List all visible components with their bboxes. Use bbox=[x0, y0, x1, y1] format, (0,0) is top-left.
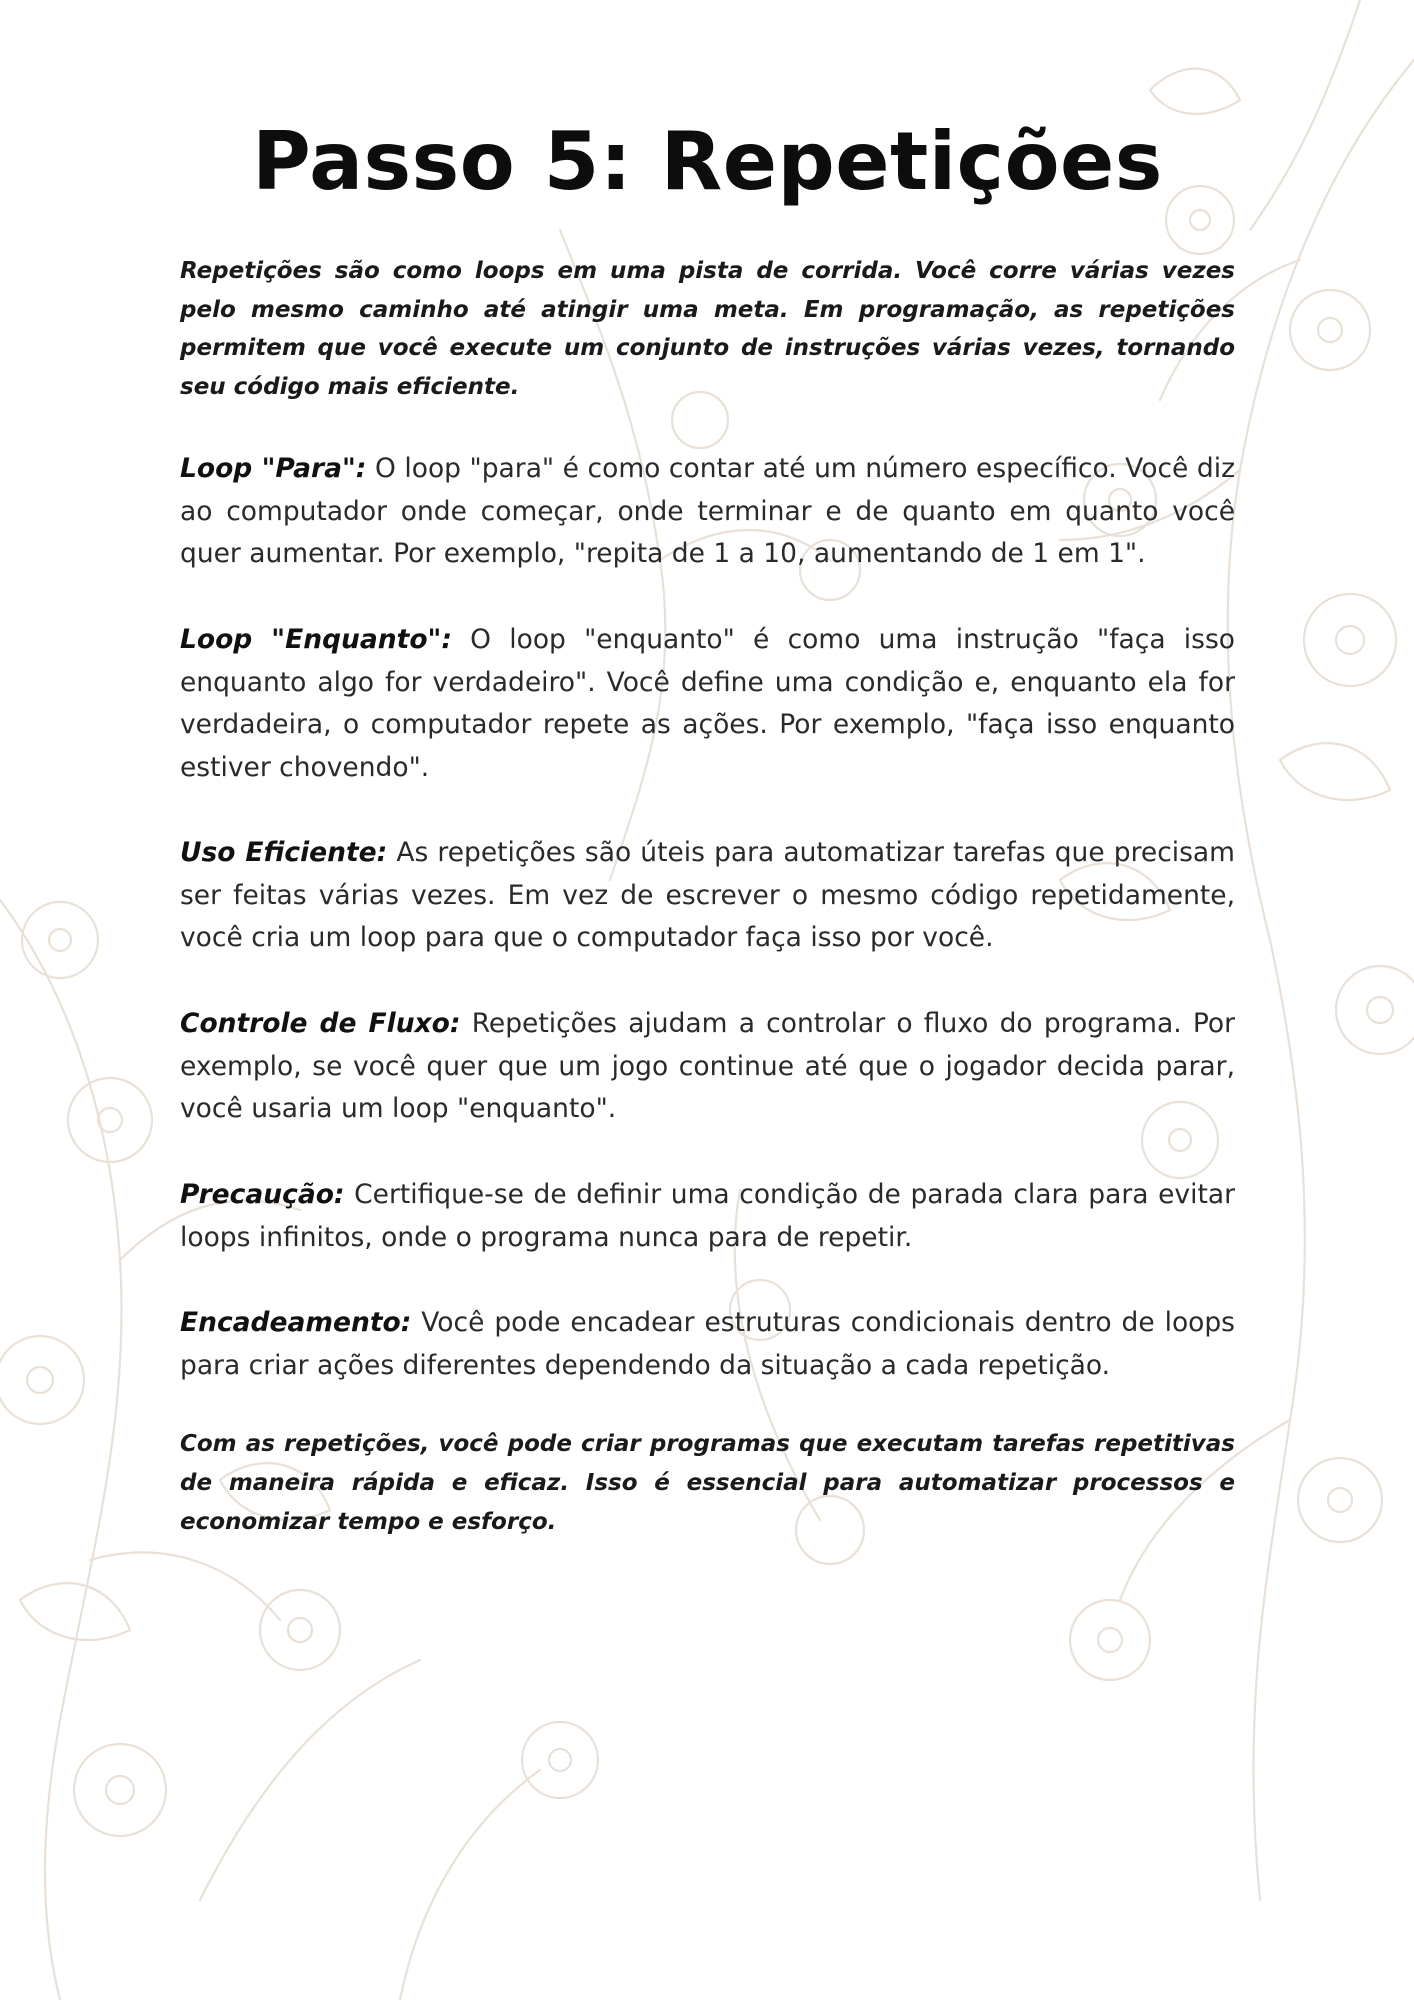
section-loop-para bbox=[180, 448, 1235, 576]
section-term: Controle de Fluxo: bbox=[180, 1008, 461, 1039]
intro-paragraph: Repetições são como loops em uma pista de corrida. Você corre várias vezes pelo mesmo caminho até atingir uma meta. Em programação, as repetições permitem que você execute um conjunto de instruções várias vezes, tornando seu código mais eficiente. bbox=[180, 258, 1235, 400]
section-term: Uso Eficiente: bbox=[180, 837, 388, 868]
section-term: Encadeamento: bbox=[180, 1307, 412, 1338]
section-uso-eficiente bbox=[180, 832, 1235, 960]
section-text: As repetições são úteis para automatizar tarefas que precisam ser feitas várias vezes. Em vez de escrever o mesmo código repetidamente, você cria um loop para que o computador faça isso por você. bbox=[180, 837, 1235, 953]
section-loop-enquanto bbox=[180, 619, 1235, 789]
section-text: Certifique-se de definir uma condição de parada clara para evitar loops infinitos, onde o programa nunca para de repetir. bbox=[180, 1179, 1235, 1253]
page-title: Passo 5: Repetições bbox=[252, 115, 1163, 208]
section-text: Repetições ajudam a controlar o fluxo do programa. Por exemplo, se você quer que um jogo continue até que o jogador decida parar, você usaria um loop "enquanto". bbox=[180, 1008, 1235, 1124]
section-precaucao bbox=[180, 1174, 1235, 1259]
section-text: O loop "para" é como contar até um número específico. Você diz ao computador onde começar, onde terminar e de quanto em quanto você quer aumentar. Por exemplo, "repita de 1 a 10, aumentando de 1 em 1". bbox=[180, 453, 1235, 569]
section-term: Loop "Para": bbox=[180, 453, 367, 484]
section-encadeamento bbox=[180, 1302, 1235, 1387]
closing-paragraph: Com as repetições, você pode criar programas que executam tarefas repetitivas de maneira rápida e eficaz. Isso é essencial para automatizar processos e economizar tempo e esforço. bbox=[180, 1431, 1235, 1535]
section-text: Você pode encadear estruturas condicionais dentro de loops para criar ações diferentes dependendo da situação a cada repetição. bbox=[180, 1307, 1235, 1381]
section-term: Loop "Enquanto": bbox=[180, 624, 452, 655]
section-term: Precaução: bbox=[180, 1179, 345, 1210]
section-controle-de-fluxo bbox=[180, 1003, 1235, 1131]
section-text: O loop "enquanto" é como uma instrução "faça isso enquanto algo for verdadeiro". Você define uma condição e, enquanto ela for verdadeira, o computador repete as ações. Por exemplo, "faça isso enquanto estiver chovendo". bbox=[180, 624, 1235, 783]
